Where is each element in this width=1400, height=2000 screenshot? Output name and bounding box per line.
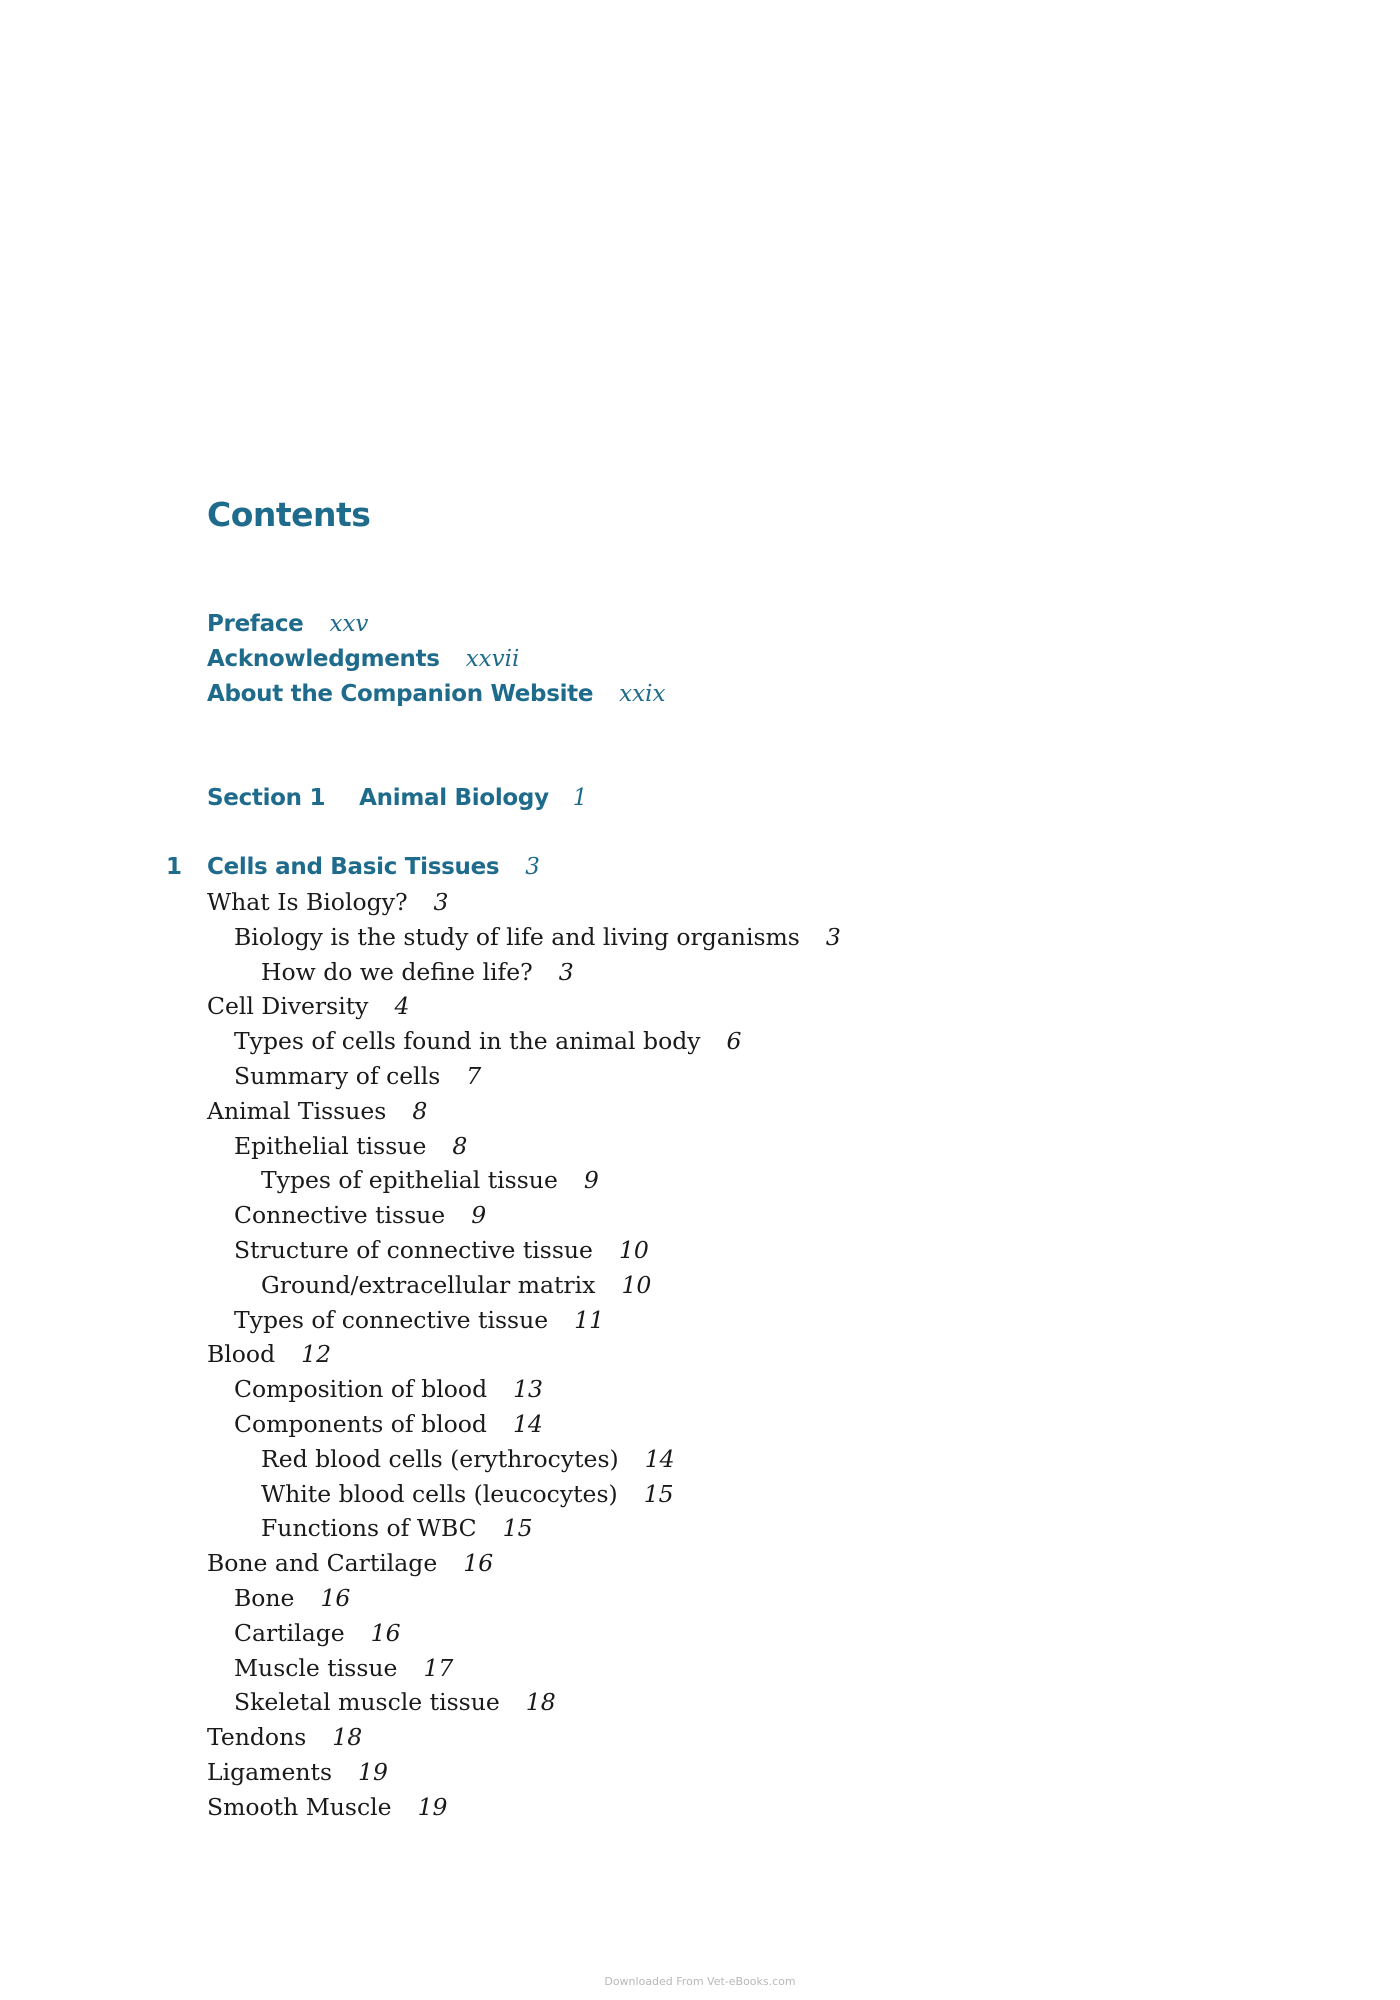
front-matter-item[interactable] [207, 642, 665, 677]
toc-entry[interactable] [207, 1198, 841, 1233]
toc-entry-label: Animal Tissues [207, 1096, 387, 1125]
toc-entry-page: 9 [583, 1166, 599, 1195]
toc-entry[interactable] [207, 1720, 841, 1755]
toc-entry-label: Ground/extracellular matrix [261, 1270, 596, 1299]
toc-entry-label: Bone [234, 1583, 295, 1612]
toc-entry-page: 14 [512, 1409, 543, 1438]
toc-entry[interactable] [207, 1094, 841, 1129]
section-number: Section 1 [207, 785, 326, 811]
toc-entry-label: Types of epithelial tissue [261, 1166, 558, 1195]
toc-entry[interactable] [207, 1372, 841, 1407]
front-matter-list [207, 607, 665, 712]
toc-entry[interactable] [207, 955, 841, 990]
front-matter-label: About the Companion Website [207, 681, 594, 707]
toc-entry-label: Bone and Cartilage [207, 1549, 438, 1578]
toc-entry[interactable] [207, 1129, 841, 1164]
toc-entry[interactable] [207, 1685, 841, 1720]
toc-entry-label: How do we define life? [261, 957, 533, 986]
front-matter-label: Preface [207, 611, 304, 637]
toc-entry[interactable] [207, 989, 841, 1024]
toc-entry-page: 13 [513, 1375, 544, 1404]
toc-entry-page: 16 [463, 1549, 494, 1578]
toc-entry-label: Ligaments [207, 1757, 333, 1786]
toc-entry-label: Blood [207, 1340, 276, 1369]
toc-entry-label: Biology is the study of life and living organisms [234, 922, 800, 951]
toc-entry-label: What Is Biology? [207, 888, 408, 916]
chapter-title: Cells and Basic Tissues [207, 854, 500, 880]
toc-entry-page: 7 [466, 1061, 482, 1090]
download-footer: Downloaded From Vet-eBooks.com [604, 1975, 796, 1988]
toc-entry-page: 9 [471, 1201, 487, 1230]
section-name: Animal Biology [359, 785, 549, 811]
toc-entry-page: 19 [417, 1792, 448, 1821]
toc-entry[interactable] [207, 1337, 841, 1372]
front-matter-page: xxix [619, 681, 666, 707]
front-matter-item[interactable] [207, 677, 665, 712]
toc-entry[interactable] [207, 1616, 841, 1651]
toc-entry-label: Composition of blood [234, 1375, 488, 1404]
front-matter-item[interactable] [207, 607, 665, 642]
toc-entry-label: Connective tissue [234, 1201, 446, 1230]
toc-entry-label: Epithelial tissue [234, 1131, 427, 1160]
toc-entry-label: Skeletal muscle tissue [234, 1688, 500, 1717]
page-title: Contents [207, 495, 371, 534]
toc-entry-page: 18 [525, 1688, 556, 1717]
toc-entry[interactable] [207, 1581, 841, 1616]
toc-entry[interactable] [207, 1651, 841, 1686]
toc-entry-label: Muscle tissue [234, 1653, 398, 1682]
toc-entry[interactable] [207, 1268, 841, 1303]
toc-entry[interactable] [207, 1755, 841, 1790]
chapter-number: 1 [166, 854, 183, 880]
toc-entry-page: 10 [618, 1235, 649, 1264]
toc-entry[interactable] [207, 1407, 841, 1442]
toc-entry-label: Tendons [207, 1723, 307, 1752]
toc-entry[interactable] [207, 1233, 841, 1268]
toc-entry[interactable] [207, 1024, 841, 1059]
toc-entry-page: 14 [644, 1444, 675, 1473]
toc-entry[interactable] [207, 920, 841, 955]
toc-entry-page: 8 [452, 1131, 468, 1160]
toc-entry-page: 6 [726, 1027, 742, 1056]
toc-entry-page: 18 [332, 1723, 363, 1752]
toc-entry-page: 3 [558, 957, 574, 986]
toc-entry-label: Red blood cells (erythrocytes) [261, 1444, 619, 1473]
toc-entry[interactable] [207, 1059, 841, 1094]
front-matter-page: xxv [329, 611, 369, 637]
toc-entry-page: 3 [825, 922, 841, 951]
toc-entry-label: Components of blood [234, 1409, 487, 1438]
section-heading[interactable] [207, 781, 587, 816]
toc-entry-page: 4 [394, 992, 410, 1021]
toc-entry-page: 8 [412, 1096, 428, 1125]
toc-entry-list [207, 885, 841, 1825]
toc-entry[interactable] [207, 1477, 841, 1512]
front-matter-label: Acknowledgments [207, 646, 440, 672]
toc-entry-label: Types of cells found in the animal body [234, 1027, 701, 1056]
toc-entry-page: 3 [433, 888, 449, 916]
toc-entry[interactable] [207, 885, 841, 920]
toc-entry-page: 17 [423, 1653, 454, 1682]
toc-entry-page: 10 [621, 1270, 652, 1299]
toc-entry[interactable] [207, 1303, 841, 1338]
toc-entry-page: 16 [320, 1583, 351, 1612]
front-matter-page: xxvii [465, 646, 520, 672]
toc-entry-page: 15 [502, 1514, 533, 1543]
toc-entry-page: 12 [301, 1340, 332, 1369]
toc-entry-page: 11 [574, 1305, 605, 1334]
toc-entry[interactable] [207, 1163, 841, 1198]
toc-entry-label: Types of connective tissue [234, 1305, 549, 1334]
toc-entry-label: Smooth Muscle [207, 1792, 392, 1821]
toc-entry[interactable] [207, 1511, 841, 1546]
toc-entry-label: Functions of WBC [261, 1514, 477, 1543]
chapter-page: 3 [525, 854, 540, 880]
toc-entry[interactable] [207, 1790, 841, 1825]
toc-entry-label: Cartilage [234, 1618, 345, 1647]
toc-entry-page: 19 [358, 1757, 388, 1786]
toc-entry[interactable] [207, 1442, 841, 1477]
toc-entry-label: Structure of connective tissue [234, 1235, 593, 1264]
toc-entry[interactable] [207, 1546, 841, 1581]
toc-entry-page: 16 [370, 1618, 401, 1647]
toc-entry-label: White blood cells (leucocytes) [261, 1479, 618, 1508]
section-page: 1 [572, 785, 588, 811]
chapter-heading[interactable] [166, 850, 540, 885]
toc-entry-page: 15 [643, 1479, 674, 1508]
toc-entry-label: Cell Diversity [207, 992, 369, 1021]
toc-entry-label: Summary of cells [234, 1061, 441, 1090]
